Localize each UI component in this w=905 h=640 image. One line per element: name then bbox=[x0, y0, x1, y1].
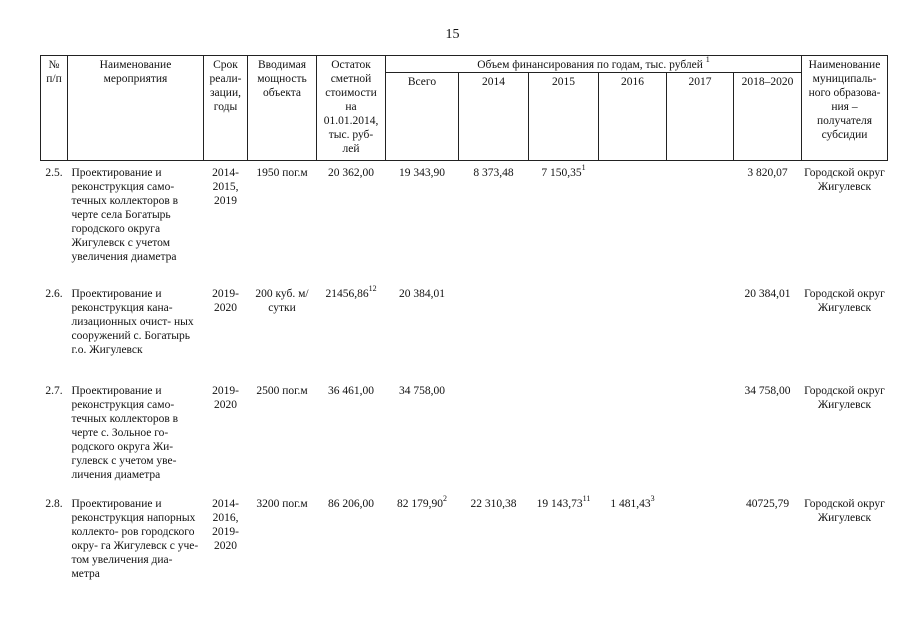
row-balance-value: 86 206,00 bbox=[328, 497, 374, 510]
row-name: Проектирование и реконструкция напорных коллекто- ров городского окру- га Жигулевск с уче- том увеличения диа- метра bbox=[71, 497, 199, 580]
row-total-value: 34 758,00 bbox=[399, 384, 445, 397]
row-year-2015 bbox=[529, 282, 599, 379]
header-total: Всего bbox=[386, 73, 459, 161]
header-year-2018-2020: 2018–2020 bbox=[734, 73, 802, 161]
row-total bbox=[386, 492, 459, 602]
row-year-2014 bbox=[459, 379, 529, 492]
row-total bbox=[386, 379, 459, 492]
financing-table-container bbox=[40, 55, 888, 602]
row-capacity: 200 куб. м/ сутки bbox=[255, 287, 309, 314]
row-year-2015-sup: 11 bbox=[582, 493, 591, 503]
row-year-2017 bbox=[667, 379, 734, 492]
header-year-2016: 2016 bbox=[599, 73, 667, 161]
header-num: № п/п bbox=[41, 56, 68, 161]
row-capacity: 3200 пог.м bbox=[256, 497, 308, 510]
row-balance-value: 21456,86 bbox=[325, 287, 369, 300]
header-year-2017: 2017 bbox=[667, 73, 734, 161]
row-balance bbox=[317, 161, 386, 282]
header-capacity: Вводимая мощность объекта bbox=[248, 56, 317, 161]
row-recipient: Городской округ Жигулевск bbox=[804, 167, 885, 193]
row-year-2016 bbox=[599, 379, 667, 492]
row-name: Проектирование и реконструкция само- течных коллекторов в черте села Богатырь городского округа Жигулевск с учетом увеличения диаметра bbox=[71, 167, 179, 263]
row-balance-value: 36 461,00 bbox=[328, 384, 374, 397]
row-num: 2.6. bbox=[45, 287, 63, 300]
row-year-2015-value: 19 143,73 bbox=[536, 497, 583, 510]
row-num: 2.7. bbox=[45, 384, 63, 397]
row-year-2018-2020: 34 758,00 bbox=[744, 384, 791, 397]
row-balance-sup: 12 bbox=[368, 283, 377, 293]
row-balance bbox=[317, 282, 386, 379]
header-financing-group bbox=[386, 56, 802, 73]
row-recipient: Городской округ Жигулевск bbox=[804, 287, 885, 314]
row-year-2017 bbox=[667, 282, 734, 379]
row-term: 2019- 2020 bbox=[212, 287, 239, 314]
table-body bbox=[41, 161, 888, 602]
row-num: 2.8. bbox=[45, 497, 63, 510]
row-total-sup: 2 bbox=[443, 493, 447, 503]
row-name: Проектирование и реконструкция кана- лизационных очист- ных сооружений с. Богатырь г.о. Жигулевск bbox=[71, 287, 194, 356]
row-year-2016 bbox=[599, 282, 667, 379]
header-financing-group-label: Объем финансирования по годам, тыс. рублей bbox=[477, 59, 703, 71]
row-total bbox=[386, 282, 459, 379]
header-term: Срок реали- зации, годы bbox=[204, 56, 248, 161]
row-term: 2019- 2020 bbox=[212, 384, 239, 411]
row-total bbox=[386, 161, 459, 282]
header-recipient: Наименование муниципаль- ного образова- ния – получателя субсидии bbox=[802, 56, 888, 161]
row-name: Проектирование и реконструкция само- течных коллекторов в черте с. Зольное го- родского округа Жи- гулевск с учетом уве- личения диаметра bbox=[71, 384, 179, 481]
row-total-value: 82 179,90 bbox=[397, 497, 443, 510]
header-name: Наименование мероприятия bbox=[68, 56, 204, 161]
row-year-2015-sup: 1 bbox=[581, 163, 586, 173]
page-number: 15 bbox=[445, 27, 460, 42]
row-balance bbox=[317, 379, 386, 492]
row-year-2016 bbox=[599, 492, 667, 602]
row-year-2015 bbox=[529, 492, 599, 602]
header-financing-group-sup: 1 bbox=[705, 55, 710, 65]
table-row bbox=[41, 492, 888, 602]
row-year-2015 bbox=[529, 379, 599, 492]
table-header bbox=[41, 56, 888, 161]
header-balance: Остаток сметной стоимости на 01.01.2014, тыс. руб- лей bbox=[317, 56, 386, 161]
row-year-2015-value: 7 150,35 bbox=[541, 167, 582, 179]
row-year-2018-2020: 3 820,07 bbox=[747, 167, 788, 179]
row-num: 2.5. bbox=[45, 167, 63, 179]
row-year-2014: 22 310,38 bbox=[470, 497, 517, 510]
row-balance bbox=[317, 492, 386, 602]
row-year-2017 bbox=[667, 161, 734, 282]
row-total-value: 20 384,01 bbox=[399, 287, 445, 300]
row-total-value: 19 343,90 bbox=[399, 167, 445, 179]
row-year-2016-value: 1 481,43 bbox=[610, 497, 651, 510]
row-year-2015 bbox=[529, 161, 599, 282]
row-term: 2014- 2016, 2019- 2020 bbox=[212, 497, 239, 552]
row-year-2017 bbox=[667, 492, 734, 602]
row-recipient: Городской округ Жигулевск bbox=[804, 497, 885, 524]
table-row bbox=[41, 161, 888, 282]
row-year-2016 bbox=[599, 161, 667, 282]
table-row bbox=[41, 282, 888, 379]
row-year-2014: 8 373,48 bbox=[473, 167, 514, 179]
header-year-2014: 2014 bbox=[459, 73, 529, 161]
row-year-2016-sup: 3 bbox=[650, 493, 655, 503]
row-capacity: 1950 пог.м bbox=[256, 167, 308, 179]
row-year-2018-2020: 20 384,01 bbox=[744, 287, 791, 300]
row-recipient: Городской округ Жигулевск bbox=[804, 384, 885, 411]
header-year-2015: 2015 bbox=[529, 73, 599, 161]
table-row bbox=[41, 379, 888, 492]
row-balance-value: 20 362,00 bbox=[328, 167, 374, 179]
row-capacity: 2500 пог.м bbox=[256, 384, 308, 397]
row-year-2014 bbox=[459, 282, 529, 379]
financing-table bbox=[40, 55, 888, 602]
row-term: 2014- 2015, 2019 bbox=[212, 167, 239, 207]
row-year-2018-2020: 40725,79 bbox=[745, 497, 790, 510]
